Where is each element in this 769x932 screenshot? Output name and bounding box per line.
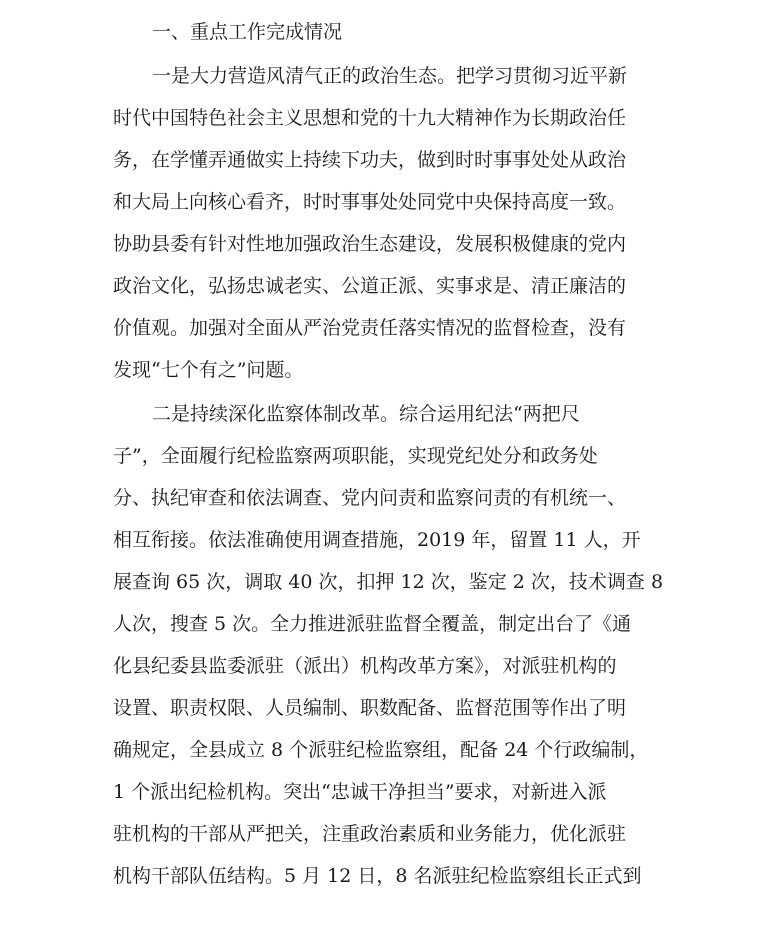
paragraph-2-line-7: 化县纪委县监委派驻（派出）机构改革方案》，对派驻机构的: [113, 655, 617, 677]
paragraph-1-line-1: 一是大力营造风清气正的政治生态。把学习贯彻习近平新: [152, 65, 628, 87]
paragraph-1-line-4: 和大局上向核心看齐，时时事事处处同党中央保持高度一致。: [113, 191, 627, 213]
section-heading: 一、重点工作完成情况: [152, 21, 343, 43]
paragraph-2-line-4: 相互衔接。依法准确使用调查措施，2019 年，留置 11 人，开: [113, 529, 641, 551]
paragraph-1-line-6: 政治文化，弘扬忠诚老实、公道正派、实事求是、清正廉洁的: [113, 275, 627, 297]
paragraph-2-line-5: 展查询 65 次，调取 40 次，扣押 12 次，鉴定 2 次，技术调查 8: [113, 571, 664, 593]
paragraph-1-line-5: 协助县委有针对性地加强政治生态建设，发展积极健康的党内: [113, 233, 627, 255]
paragraph-2-line-2: 子”，全面履行纪检监察两项职能，实现党纪处分和政务处: [113, 445, 598, 467]
paragraph-1-line-2: 时代中国特色社会主义思想和党的十九大精神作为长期政治任: [113, 107, 627, 129]
paragraph-1-line-3: 务，在学懂弄通做实上持续下功夫，做到时时事事处处从政治: [113, 149, 627, 171]
paragraph-2-line-10: 1 个派出纪检机构。突出“忠诚干净担当”要求，对新进入派: [113, 781, 607, 803]
paragraph-2-line-1: 二是持续深化监察体制改革。综合运用纪法“两把尺: [152, 403, 580, 425]
paragraph-1-line-8: 发现“七个有之”问题。: [113, 359, 304, 381]
paragraph-1-line-7: 价值观。加强对全面从严治党责任落实情况的监督检查，没有: [113, 317, 627, 339]
paragraph-2-line-11: 驻机构的干部从严把关，注重政治素质和业务能力，优化派驻: [113, 823, 627, 845]
paragraph-2-line-8: 设置、职责权限、人员编制、职数配备、监督范围等作出了明: [113, 697, 627, 719]
paragraph-2-line-3: 分、执纪审查和依法调查、党内问责和监察问责的有机统一、: [113, 487, 627, 509]
paragraph-2-line-12: 机构干部队伍结构。5 月 12 日，8 名派驻纪检监察组长正式到: [113, 865, 642, 887]
paragraph-2-line-6: 人次，搜查 5 次。全力推进派驻监督全覆盖，制定出台了《通: [113, 613, 632, 635]
paragraph-2-line-9: 确规定，全县成立 8 个派驻纪检监察组，配备 24 个行政编制，: [113, 739, 649, 761]
